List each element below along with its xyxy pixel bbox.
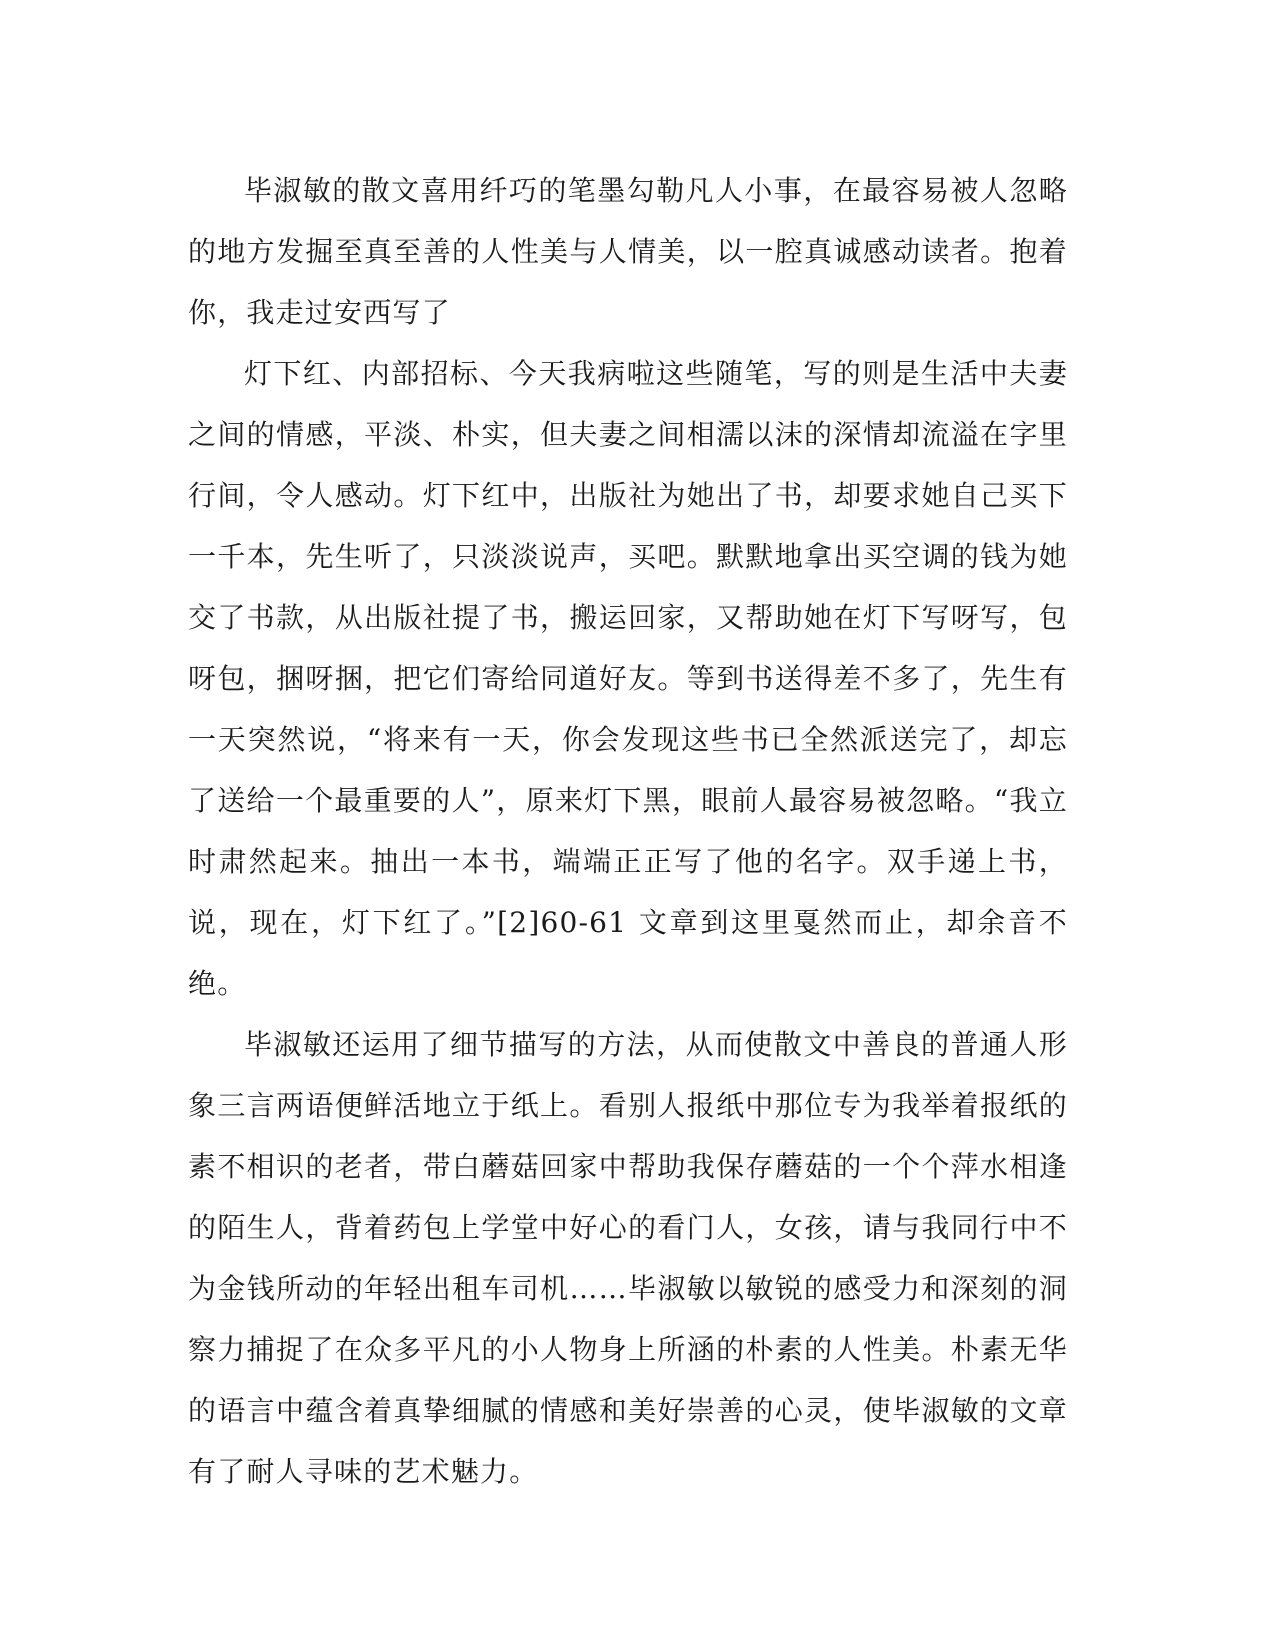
paragraph-1: 毕淑敏的散文喜用纤巧的笔墨勾勒凡人小事，在最容易被人忽略的地方发掘至真至善的人性美与人情美，以一腔真诚感动读者。抱着你，我走过安西写了: [188, 174, 1068, 329]
body-text: [188, 160, 1068, 1502]
paragraph-2: 灯下红、内部招标、今天我病啦这些随笔，写的则是生活中夫妻之间的情感，平淡、朴实，但夫妻之间相濡以沫的深情却流溢在字里行间，令人感动。灯下红中，出版社为她出了书，却要求她自己买下一千本，先生听了，只淡淡说声，买吧。默默地拿出买空调的钱为她交了书款，从出版社提了书，搬运回家，又帮助她在灯下写呀写，包呀包，捆呀捆，把它们寄给同道好友。等到书送得差不多了，先生有一天突然说，“将来有一天，你会发现这些书已全然派送完了，却忘了送给一个最重要的人”，原来灯下黑，眼前人最容易被忽略。“我立时肃然起来。抽出一本书，端端正正写了他的名字。双手递上书，说，现在，灯下红了。”[2]60-61 文章到这里戛然而止，却余音不绝。: [188, 357, 1068, 1000]
paragraph-3: 毕淑敏还运用了细节描写的方法，从而使散文中善良的普通人形象三言两语便鲜活地立于纸上。看别人报纸中那位专为我举着报纸的素不相识的老者，带白蘑菇回家中帮助我保存蘑菇的一个个萍水相逢的陌生人，背着药包上学堂中好心的看门人，女孩，请与我同行中不为金钱所动的年轻出租车司机……毕淑敏以敏锐的感受力和深刻的洞察力捕捉了在众多平凡的小人物身上所涵的朴素的人性美。朴素无华的语言中蕴含着真挚细腻的情感和美好崇善的心灵，使毕淑敏的文章有了耐人寻味的艺术魅力。: [188, 1028, 1068, 1488]
